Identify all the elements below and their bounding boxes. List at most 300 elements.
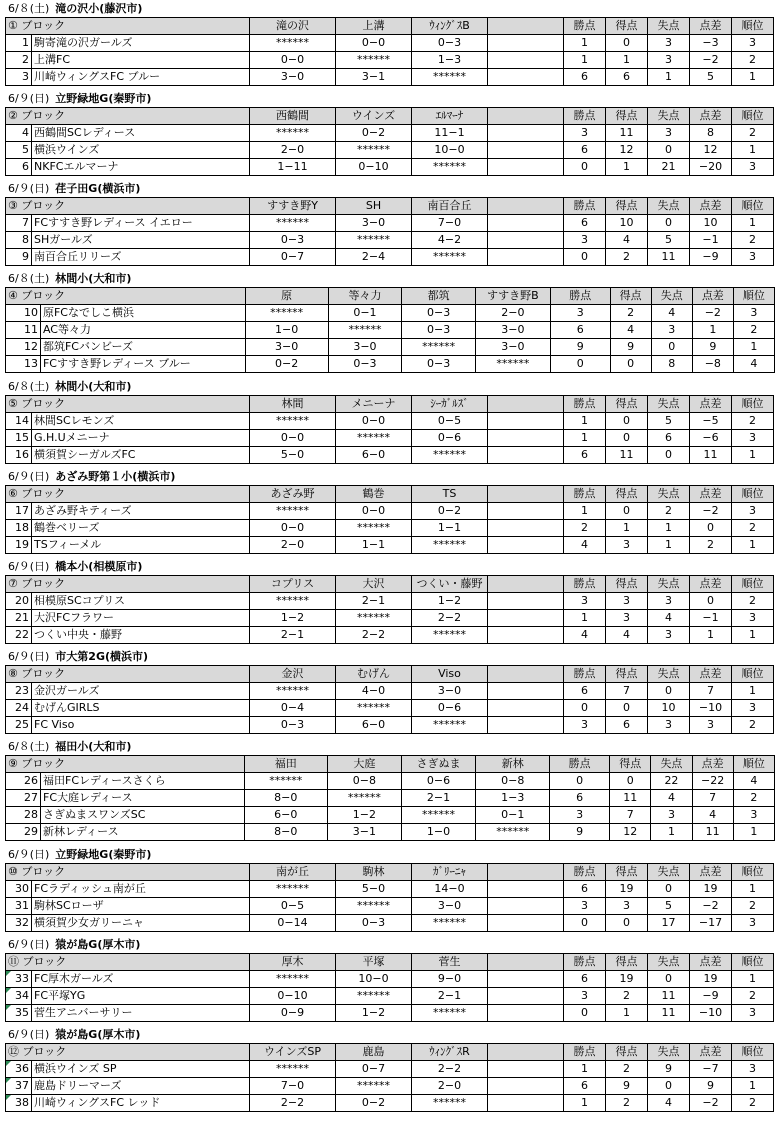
goal-difference: −2 (690, 1095, 732, 1112)
team-number: 9 (6, 249, 32, 266)
team-name: 駒寄滝の沢ガールズ (32, 35, 250, 52)
empty-cell (488, 971, 564, 988)
empty-cell (488, 988, 564, 1005)
match-result: 0−8 (476, 773, 550, 790)
stat-header: 順位 (732, 864, 774, 881)
team-number: 23 (6, 683, 32, 700)
group-table (5, 197, 774, 266)
group-table (5, 17, 774, 86)
match-result: 0−14 (250, 915, 336, 932)
goal-difference: −3 (690, 35, 732, 52)
team-name: SHガールズ (32, 232, 250, 249)
goals-for: 0 (606, 700, 648, 717)
empty-cell (488, 537, 564, 554)
goals-against: 4 (651, 790, 692, 807)
match-result: ****** (244, 773, 327, 790)
group-title (8, 938, 140, 952)
stat-header: 失点 (648, 18, 690, 35)
empty-cell (488, 898, 564, 915)
goal-difference: 11 (690, 447, 732, 464)
venue-name: 福田小(大和市) (55, 740, 132, 753)
opponent-header: 上溝 (336, 18, 412, 35)
stat-header: 点差 (690, 108, 732, 125)
match-result: 0−1 (476, 807, 550, 824)
goal-difference: 0 (690, 593, 732, 610)
points: 6 (564, 1078, 606, 1095)
group-header-row (6, 576, 774, 593)
goals-for: 3 (606, 610, 648, 627)
team-number: 33 (6, 971, 32, 988)
group-header-row (6, 954, 774, 971)
goals-for: 1 (606, 1005, 648, 1022)
opponent-header: 南百合丘 (412, 198, 488, 215)
opponent-header: ｳｨﾝｸﾞｽR (412, 1044, 488, 1061)
goals-for: 2 (606, 988, 648, 1005)
opponent-header: 西鶴間 (250, 108, 336, 125)
stat-header: 失点 (651, 288, 692, 305)
group-title (8, 1028, 140, 1042)
team-name: つくい中央・藤野 (32, 627, 250, 644)
empty-cell (488, 627, 564, 644)
goals-for: 0 (606, 430, 648, 447)
team-row (6, 232, 774, 249)
match-result: ****** (412, 915, 488, 932)
goals-against: 4 (648, 1095, 690, 1112)
match-date: 6/８(土) (8, 740, 50, 753)
team-name: 上溝FC (32, 52, 250, 69)
goal-difference: 8 (690, 125, 732, 142)
goal-difference: 7 (690, 683, 732, 700)
goals-for: 2 (606, 249, 648, 266)
match-result: 1−1 (412, 520, 488, 537)
match-result: 6−0 (244, 807, 327, 824)
group-header-row (6, 18, 774, 35)
opponent-header: 新林 (476, 756, 550, 773)
group-title (8, 848, 151, 862)
match-result: 0−0 (250, 52, 336, 69)
group-table (5, 575, 774, 644)
goals-against: 0 (648, 215, 690, 232)
match-date: 6/９(日) (8, 470, 50, 483)
team-row (6, 1095, 774, 1112)
goals-against: 8 (651, 356, 692, 373)
opponent-header: 平塚 (336, 954, 412, 971)
points: 6 (550, 790, 610, 807)
group-table (5, 395, 774, 464)
points: 3 (564, 717, 606, 734)
match-result: 2−1 (336, 593, 412, 610)
points: 1 (564, 413, 606, 430)
opponent-header: 都筑 (402, 288, 476, 305)
goal-difference: −6 (690, 430, 732, 447)
points: 3 (564, 988, 606, 1005)
rank: 2 (733, 790, 774, 807)
goals-for: 1 (606, 159, 648, 176)
team-row (6, 700, 774, 717)
rank: 3 (732, 503, 774, 520)
rank: 1 (733, 824, 774, 841)
goals-for: 0 (610, 356, 651, 373)
team-row (6, 125, 774, 142)
goals-for: 4 (610, 322, 651, 339)
match-result: 0−1 (328, 305, 402, 322)
team-number: 37 (6, 1078, 32, 1095)
points: 1 (564, 1061, 606, 1078)
goals-for: 4 (606, 627, 648, 644)
match-result: 0−5 (250, 898, 336, 915)
block-label: ④ ブロック (6, 288, 246, 305)
stat-header: 勝点 (564, 864, 606, 881)
stat-header: 得点 (610, 756, 651, 773)
team-name: NKFCエルマーナ (32, 159, 250, 176)
rank: 3 (733, 807, 774, 824)
stat-header: 得点 (606, 576, 648, 593)
goals-for: 6 (606, 717, 648, 734)
points: 6 (564, 971, 606, 988)
match-result: 2−2 (412, 1061, 488, 1078)
rank: 3 (732, 610, 774, 627)
team-number: 38 (6, 1095, 32, 1112)
goals-for: 0 (606, 503, 648, 520)
team-number: 15 (6, 430, 32, 447)
goals-for: 7 (606, 683, 648, 700)
rank: 1 (732, 215, 774, 232)
points: 4 (564, 627, 606, 644)
team-number: 7 (6, 215, 32, 232)
match-date: 6/８(土) (8, 272, 50, 285)
opponent-header: 大庭 (327, 756, 401, 773)
team-number: 8 (6, 232, 32, 249)
match-date: 6/９(日) (8, 650, 50, 663)
stat-header: 失点 (648, 1044, 690, 1061)
team-name: むげんGIRLS (32, 700, 250, 717)
team-number: 17 (6, 503, 32, 520)
team-name: 福田FCレディースさくら (41, 773, 245, 790)
match-result: 3−0 (245, 339, 328, 356)
group-table (5, 287, 775, 373)
team-name: 横浜ウインズ (32, 142, 250, 159)
team-row (6, 881, 774, 898)
stat-header: 得点 (606, 666, 648, 683)
goals-against: 0 (648, 683, 690, 700)
goals-for: 0 (606, 413, 648, 430)
stat-header: 勝点 (564, 1044, 606, 1061)
goal-difference: 9 (692, 339, 733, 356)
group-title (8, 560, 142, 574)
match-result: ****** (336, 610, 412, 627)
team-number: 36 (6, 1061, 32, 1078)
team-number: 31 (6, 898, 32, 915)
goals-for: 1 (606, 520, 648, 537)
match-result: ****** (336, 520, 412, 537)
match-result: 0−7 (336, 1061, 412, 1078)
group-header-row (6, 108, 774, 125)
match-result: 0−3 (402, 356, 476, 373)
rank: 2 (732, 232, 774, 249)
goal-difference: 7 (692, 790, 733, 807)
rank: 1 (732, 142, 774, 159)
team-number: 35 (6, 1005, 32, 1022)
match-result: ****** (250, 413, 336, 430)
match-result: 1−2 (412, 593, 488, 610)
goals-for: 3 (606, 537, 648, 554)
team-number: 20 (6, 593, 32, 610)
team-row (6, 447, 774, 464)
rank: 2 (732, 1095, 774, 1112)
points: 9 (550, 824, 610, 841)
goals-against: 9 (648, 1061, 690, 1078)
match-result: 0−6 (412, 700, 488, 717)
points: 6 (564, 683, 606, 700)
rank: 3 (732, 1005, 774, 1022)
opponent-header: 厚木 (250, 954, 336, 971)
match-result: 3−0 (475, 339, 550, 356)
team-name: 西鶴間SCレディース (32, 125, 250, 142)
empty-header-cell (488, 108, 564, 125)
match-result: 0−3 (402, 322, 476, 339)
rank: 3 (732, 249, 774, 266)
points: 3 (564, 898, 606, 915)
match-result: ****** (250, 593, 336, 610)
match-result: ****** (250, 683, 336, 700)
team-number: 30 (6, 881, 32, 898)
team-number: 28 (6, 807, 41, 824)
group-table (5, 665, 774, 734)
stat-header: 順位 (732, 576, 774, 593)
empty-header-cell (488, 396, 564, 413)
match-result: 3−0 (475, 322, 550, 339)
goals-against: 5 (648, 413, 690, 430)
stat-header: 順位 (732, 954, 774, 971)
empty-cell (488, 881, 564, 898)
rank: 1 (732, 447, 774, 464)
team-number: 16 (6, 447, 32, 464)
empty-header-cell (488, 954, 564, 971)
match-result: 1−2 (336, 1005, 412, 1022)
match-result: 2−0 (475, 305, 550, 322)
goal-difference: 10 (690, 215, 732, 232)
goals-against: 1 (648, 537, 690, 554)
rank: 3 (732, 700, 774, 717)
stat-header: 失点 (648, 108, 690, 125)
group-title (8, 470, 175, 484)
opponent-header: 菅生 (412, 954, 488, 971)
opponent-header: 滝の沢 (250, 18, 336, 35)
goal-difference: −9 (690, 988, 732, 1005)
match-result: ****** (250, 881, 336, 898)
match-result: 1−1 (336, 537, 412, 554)
team-row (6, 807, 775, 824)
team-row (6, 627, 774, 644)
rank: 1 (732, 537, 774, 554)
team-name: TSフィーメル (32, 537, 250, 554)
match-result: 14−0 (412, 881, 488, 898)
team-number: 18 (6, 520, 32, 537)
opponent-header: Viso (412, 666, 488, 683)
opponent-header: 大沢 (336, 576, 412, 593)
empty-cell (488, 1095, 564, 1112)
goals-against: 4 (651, 305, 692, 322)
goals-against: 11 (648, 1005, 690, 1022)
goal-difference: −20 (690, 159, 732, 176)
goals-against: 0 (648, 142, 690, 159)
venue-name: 立野緑地G(秦野市) (55, 848, 152, 861)
goals-for: 12 (610, 824, 651, 841)
team-row (6, 1005, 774, 1022)
match-result: 1−11 (250, 159, 336, 176)
team-row (6, 503, 774, 520)
venue-name: 立野緑地G(秦野市) (55, 92, 152, 105)
stat-header: 失点 (648, 198, 690, 215)
match-result: ****** (412, 249, 488, 266)
opponent-header: メニーナ (336, 396, 412, 413)
goal-difference: −10 (690, 700, 732, 717)
empty-cell (488, 520, 564, 537)
stat-header: 点差 (690, 666, 732, 683)
stat-header: 点差 (690, 576, 732, 593)
match-result: 0−0 (250, 430, 336, 447)
goals-against: 1 (648, 520, 690, 537)
team-row (6, 305, 775, 322)
rank: 3 (732, 159, 774, 176)
match-result: ****** (412, 717, 488, 734)
rank: 4 (733, 773, 774, 790)
venue-name: 荏子田G(横浜市) (55, 182, 141, 195)
goal-difference: −22 (692, 773, 733, 790)
empty-cell (488, 249, 564, 266)
goals-against: 0 (648, 1078, 690, 1095)
match-result: ****** (245, 305, 328, 322)
match-result: 1−0 (401, 824, 476, 841)
match-result: 8−0 (244, 790, 327, 807)
match-result: 3−1 (336, 69, 412, 86)
rank: 2 (732, 898, 774, 915)
match-result: 6−0 (336, 717, 412, 734)
opponent-header: ウインズ (336, 108, 412, 125)
empty-cell (488, 503, 564, 520)
goals-against: 5 (648, 898, 690, 915)
stat-header: 得点 (606, 864, 648, 881)
points: 1 (564, 610, 606, 627)
match-result: 5−0 (336, 881, 412, 898)
group-header-row (6, 1044, 774, 1061)
goals-against: 6 (648, 430, 690, 447)
empty-cell (488, 700, 564, 717)
team-name: 南百合丘リリーズ (32, 249, 250, 266)
team-number: 12 (6, 339, 41, 356)
team-number: 22 (6, 627, 32, 644)
block-label: ⑨ ブロック (6, 756, 245, 773)
opponent-header: 駒林 (336, 864, 412, 881)
block-label: ⑧ ブロック (6, 666, 250, 683)
stat-header: 点差 (690, 486, 732, 503)
stat-header: 得点 (606, 396, 648, 413)
match-result: ****** (250, 1061, 336, 1078)
rank: 3 (732, 1061, 774, 1078)
stat-header: 順位 (732, 396, 774, 413)
points: 1 (564, 430, 606, 447)
empty-cell (488, 232, 564, 249)
match-result: ****** (250, 503, 336, 520)
goals-for: 0 (610, 773, 651, 790)
goal-difference: 9 (690, 1078, 732, 1095)
team-number: 32 (6, 915, 32, 932)
stat-header: 勝点 (564, 396, 606, 413)
team-row (6, 593, 774, 610)
goals-for: 12 (606, 142, 648, 159)
goals-against: 11 (648, 988, 690, 1005)
stat-header: 点差 (690, 396, 732, 413)
points: 1 (564, 35, 606, 52)
rank: 1 (732, 627, 774, 644)
venue-name: あざみ野第１小(横浜市) (55, 470, 176, 483)
stat-header: 得点 (606, 18, 648, 35)
empty-header-cell (488, 576, 564, 593)
goals-against: 3 (648, 125, 690, 142)
match-result: 3−0 (328, 339, 402, 356)
group-title (8, 380, 131, 394)
goal-difference: −1 (690, 610, 732, 627)
goals-for: 2 (606, 1095, 648, 1112)
team-name: 横浜ウインズ SP (32, 1061, 250, 1078)
stat-header: 点差 (692, 756, 733, 773)
stat-header: 得点 (610, 288, 651, 305)
match-result: 3−0 (336, 215, 412, 232)
goals-against: 3 (648, 35, 690, 52)
match-date: 6/９(日) (8, 92, 50, 105)
match-result: 0−6 (401, 773, 476, 790)
points: 0 (564, 915, 606, 932)
match-result: 6−0 (336, 447, 412, 464)
team-row (6, 915, 774, 932)
empty-cell (488, 447, 564, 464)
match-date: 6/９(日) (8, 848, 50, 861)
team-name: 相模原SCコプリス (32, 593, 250, 610)
match-result: 3−1 (327, 824, 401, 841)
group-title (8, 182, 140, 196)
match-result: ****** (412, 447, 488, 464)
points: 6 (564, 215, 606, 232)
match-result: 0−3 (328, 356, 402, 373)
team-number: 13 (6, 356, 41, 373)
group-table (5, 485, 774, 554)
opponent-header: ｴﾙﾏｰﾅ (412, 108, 488, 125)
block-label: ⑪ ブロック (6, 954, 250, 971)
team-name: 林間SCレモンズ (32, 413, 250, 430)
team-number: 29 (6, 824, 41, 841)
group-title (8, 740, 131, 754)
goals-for: 9 (606, 1078, 648, 1095)
group-table (5, 755, 775, 841)
opponent-header: 原 (245, 288, 328, 305)
match-result: 0−3 (336, 915, 412, 932)
stat-header: 失点 (648, 666, 690, 683)
group-header-row (6, 486, 774, 503)
match-result: ****** (250, 215, 336, 232)
rank: 3 (732, 915, 774, 932)
match-result: 0−2 (412, 503, 488, 520)
stat-header: 勝点 (550, 756, 610, 773)
goals-against: 3 (651, 807, 692, 824)
empty-cell (488, 35, 564, 52)
team-name: 原FCなでしこ横浜 (40, 305, 245, 322)
rank: 1 (732, 1078, 774, 1095)
rank: 2 (732, 413, 774, 430)
goals-against: 4 (648, 610, 690, 627)
stat-header: 勝点 (550, 288, 610, 305)
match-result: ****** (336, 232, 412, 249)
empty-cell (488, 1078, 564, 1095)
